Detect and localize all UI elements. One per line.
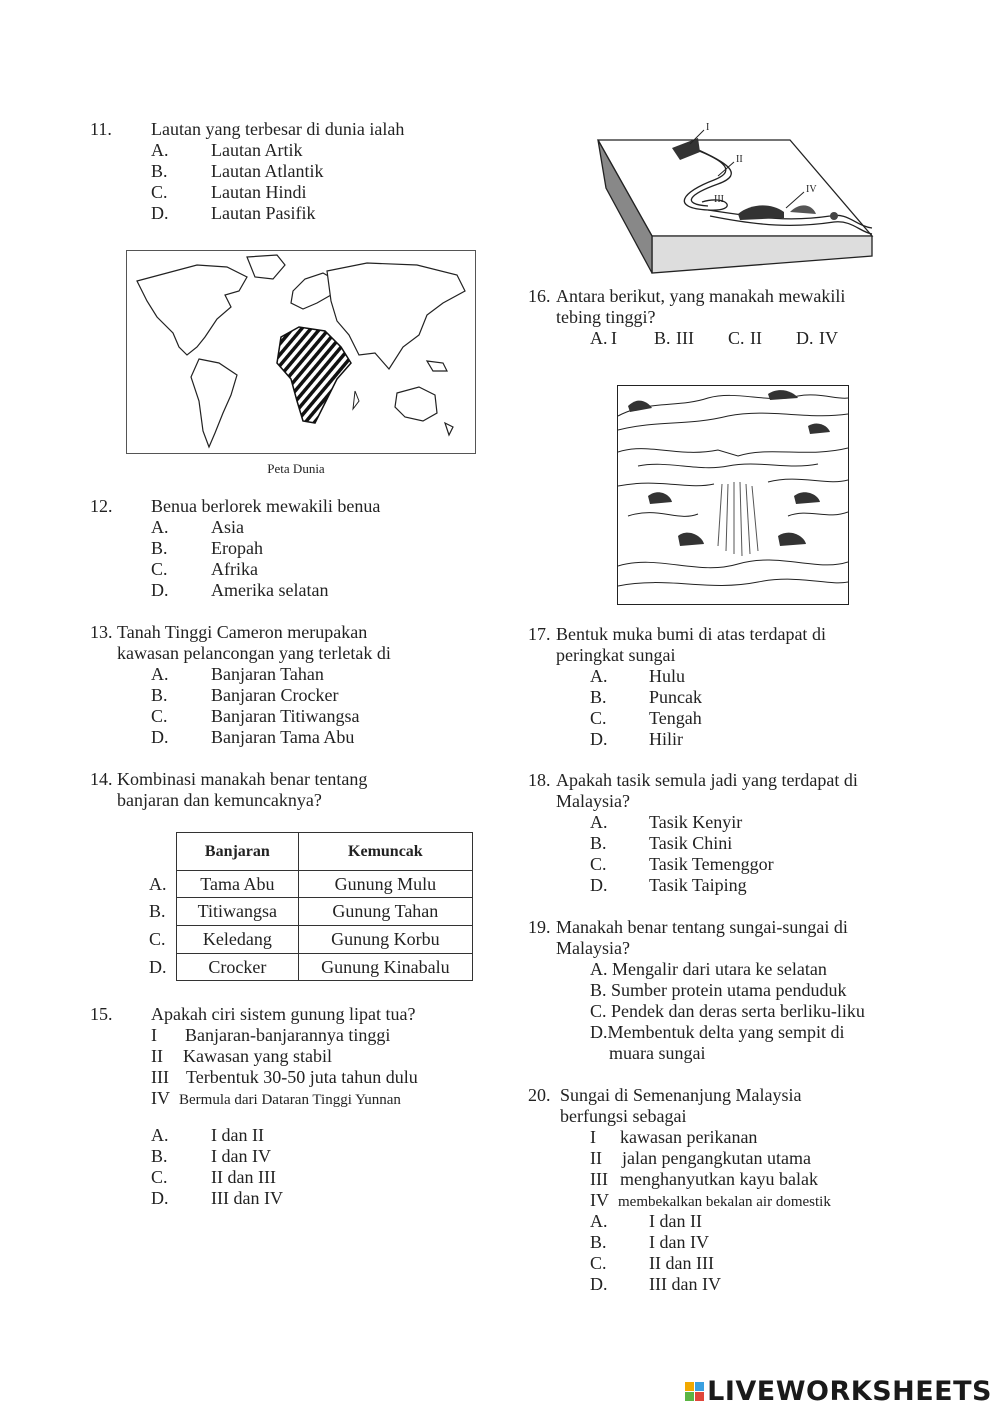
question-text: tebing tinggi?: [556, 307, 656, 327]
option-text[interactable]: I dan II: [211, 1125, 264, 1145]
question-text: Malaysia?: [556, 938, 630, 958]
option-label: B.: [151, 1146, 168, 1166]
option-text[interactable]: Banjaran Tama Abu: [211, 727, 355, 747]
option-text[interactable]: Lautan Pasifik: [211, 203, 316, 223]
option-label: D.: [590, 729, 608, 749]
option-label: C.: [151, 706, 168, 726]
table-cell: Tama Abu: [177, 871, 299, 898]
option-text[interactable]: Tasik Taiping: [649, 875, 747, 895]
option-text[interactable]: I dan IV: [649, 1232, 709, 1252]
option-label: A.: [590, 328, 608, 348]
option-text[interactable]: Puncak: [649, 687, 702, 707]
option-text[interactable]: II dan III: [649, 1253, 714, 1273]
table-cell: Gunung Korbu: [298, 926, 472, 954]
statement-text: Banjaran-banjarannya tinggi: [185, 1025, 391, 1045]
question-text: Tanah Tinggi Cameron merupakan: [117, 622, 368, 642]
option-text[interactable]: Eropah: [211, 538, 263, 558]
table-row: [177, 871, 473, 898]
statement-text: kawasan perikanan: [620, 1127, 758, 1147]
question-number: 20.: [528, 1085, 551, 1105]
label-i: I: [706, 122, 710, 133]
row-option-label[interactable]: C.: [149, 929, 166, 949]
option-label: A.: [151, 140, 169, 160]
option-label: B.: [151, 538, 168, 558]
statement-text: Terbentuk 30-50 juta tahun dulu: [186, 1067, 418, 1087]
option-text[interactable]: Lautan Hindi: [211, 182, 307, 202]
question-19: [528, 917, 988, 1064]
africa-shaded: [277, 327, 351, 423]
option-label: A.: [151, 1125, 169, 1145]
question-text: Benua berlorek mewakili benua: [151, 496, 381, 516]
option-label: B.: [151, 685, 168, 705]
table-header: Kemuncak: [298, 833, 472, 871]
question-text: berfungsi sebagai: [560, 1106, 687, 1126]
option-text[interactable]: Banjaran Crocker: [211, 685, 339, 705]
question-text: peringkat sungai: [556, 645, 676, 665]
table-cell: Gunung Kinabalu: [298, 954, 472, 981]
row-option-label[interactable]: A.: [149, 874, 167, 894]
table-row: [177, 898, 473, 926]
option-text[interactable]: I dan IV: [211, 1146, 271, 1166]
option-label: C.: [151, 1167, 168, 1187]
option-text[interactable]: Tasik Kenyir: [649, 812, 743, 832]
statement-text: jalan pengangkutan utama: [622, 1148, 811, 1168]
option-label: C.: [590, 854, 607, 874]
roman-numeral: IV: [590, 1190, 609, 1210]
option-text[interactable]: Lautan Atlantik: [211, 161, 324, 181]
table-cell: Keledang: [177, 926, 299, 954]
option-text[interactable]: II dan III: [211, 1167, 276, 1187]
option-label: A.: [151, 664, 169, 684]
option-text[interactable]: II: [750, 328, 762, 348]
option-text[interactable]: Tengah: [649, 708, 702, 728]
option-text[interactable]: A. Mengalir dari utara ke selatan: [590, 959, 827, 979]
table-cell: Titiwangsa: [177, 898, 299, 926]
question-number: 19.: [528, 917, 551, 937]
option-text[interactable]: I dan II: [649, 1211, 702, 1231]
option-label: D.: [151, 203, 169, 223]
question-text: Bentuk muka bumi di atas terdapat di: [556, 624, 826, 644]
option-text[interactable]: D.Membentuk delta yang sempit di: [590, 1022, 845, 1042]
table-cell: Gunung Mulu: [298, 871, 472, 898]
table-cell: Gunung Tahan: [298, 898, 472, 926]
label-iv: IV: [806, 184, 817, 195]
logo-text: LIVEWORKSHEETS: [707, 1376, 992, 1407]
question-number: 15.: [90, 1004, 113, 1024]
question-text: Kombinasi manakah benar tentang: [117, 769, 368, 789]
question-number: 17.: [528, 624, 551, 644]
table-row: [177, 954, 473, 981]
option-label: D.: [796, 328, 814, 348]
statement-text: Bermula dari Dataran Tinggi Yunnan: [179, 1092, 401, 1108]
option-label: B.: [590, 1232, 607, 1252]
liveworksheets-logo[interactable]: [685, 1376, 992, 1407]
option-label: D.: [151, 727, 169, 747]
roman-numeral: II: [590, 1148, 602, 1168]
question-20: [528, 1085, 968, 1295]
option-label: C.: [590, 708, 607, 728]
question-text: Sungai di Semenanjung Malaysia: [560, 1085, 802, 1105]
question-number: 18.: [528, 770, 551, 790]
option-text[interactable]: Banjaran Tahan: [211, 664, 324, 684]
label-iii: III: [714, 194, 724, 205]
question-number: 12.: [90, 496, 113, 516]
question-text: Apakah ciri sistem gunung lipat tua?: [151, 1004, 416, 1024]
option-text[interactable]: Tasik Chini: [649, 833, 733, 853]
roman-numeral: IV: [151, 1088, 170, 1108]
question-text: Apakah tasik semula jadi yang terdapat di: [556, 770, 858, 790]
question-text: Malaysia?: [556, 791, 630, 811]
roman-numeral: I: [151, 1025, 157, 1045]
table-row: [177, 926, 473, 954]
question-number: 11.: [90, 119, 112, 139]
question-17: [528, 624, 968, 750]
question-number: 14.: [90, 769, 113, 789]
roman-numeral: II: [151, 1046, 163, 1066]
option-text[interactable]: III dan IV: [211, 1188, 283, 1208]
option-text[interactable]: Hilir: [649, 729, 683, 749]
roman-numeral: III: [590, 1169, 608, 1189]
option-text[interactable]: I: [611, 328, 617, 348]
table-cell: Crocker: [177, 954, 299, 981]
option-text[interactable]: Amerika selatan: [211, 580, 329, 600]
option-label: D.: [590, 1274, 608, 1294]
roman-numeral: I: [590, 1127, 596, 1147]
table-header: Banjaran: [177, 833, 299, 871]
waterfall-illustration: [617, 385, 849, 605]
option-text[interactable]: III: [676, 328, 694, 348]
option-text-continued: muara sungai: [609, 1043, 706, 1063]
option-text[interactable]: Banjaran Titiwangsa: [211, 706, 360, 726]
option-text[interactable]: Asia: [211, 517, 244, 537]
label-ii: II: [736, 154, 743, 165]
option-text[interactable]: Afrika: [211, 559, 258, 579]
option-text[interactable]: III dan IV: [649, 1274, 721, 1294]
option-text[interactable]: C. Pendek dan deras serta berliku-liku: [590, 1001, 865, 1021]
statement-text: membekalkan bekalan air domestik: [618, 1194, 831, 1210]
question-text: Antara berikut, yang manakah mewakili: [556, 286, 846, 306]
option-text[interactable]: Hulu: [649, 666, 685, 686]
option-label: C.: [728, 328, 745, 348]
waterfall-drawing: [618, 386, 848, 604]
question-text: Manakah benar tentang sungai-sungai di: [556, 917, 848, 937]
question-18: [528, 770, 968, 896]
option-text[interactable]: IV: [819, 328, 838, 348]
question-number: 16.: [528, 286, 551, 306]
option-label: B.: [590, 687, 607, 707]
question-14: [90, 769, 510, 811]
option-label: A.: [590, 666, 608, 686]
question-text: Lautan yang terbesar di dunia ialah: [151, 119, 405, 139]
option-label: C.: [151, 559, 168, 579]
question-number: 13.: [90, 622, 113, 642]
river-block-diagram: [590, 118, 880, 276]
question-13: [90, 622, 510, 748]
statement-text: menghanyutkan kayu balak: [620, 1169, 818, 1189]
banjaran-table: [176, 832, 473, 981]
question-16: [528, 286, 968, 349]
option-label: B.: [151, 161, 168, 181]
option-label: D.: [590, 875, 608, 895]
statement-text: Kawasan yang stabil: [183, 1046, 332, 1066]
map-caption: Peta Dunia: [267, 461, 325, 476]
option-text[interactable]: B. Sumber protein utama penduduk: [590, 980, 847, 1000]
question-11: [90, 119, 510, 224]
question-text: banjaran dan kemuncaknya?: [117, 790, 322, 810]
world-map-drawing: [127, 251, 475, 453]
roman-numeral: III: [151, 1067, 169, 1087]
option-label: C.: [151, 182, 168, 202]
option-label: D.: [151, 580, 169, 600]
question-text: kawasan pelancongan yang terletak di: [117, 643, 391, 663]
river-diagram-drawing: [590, 118, 880, 276]
option-label: C.: [590, 1253, 607, 1273]
option-text[interactable]: Tasik Temenggor: [649, 854, 774, 874]
option-label: B.: [654, 328, 671, 348]
option-label: A.: [151, 517, 169, 537]
option-label: D.: [151, 1188, 169, 1208]
option-text[interactable]: Lautan Artik: [211, 140, 303, 160]
row-option-label[interactable]: B.: [149, 901, 166, 921]
row-option-label[interactable]: D.: [149, 957, 167, 977]
option-label: B.: [590, 833, 607, 853]
option-label: A.: [590, 812, 608, 832]
world-map: [126, 250, 476, 454]
logo-icon: [685, 1382, 704, 1401]
option-label: A.: [590, 1211, 608, 1231]
question-12: [90, 496, 510, 601]
question-15: [90, 1004, 510, 1209]
